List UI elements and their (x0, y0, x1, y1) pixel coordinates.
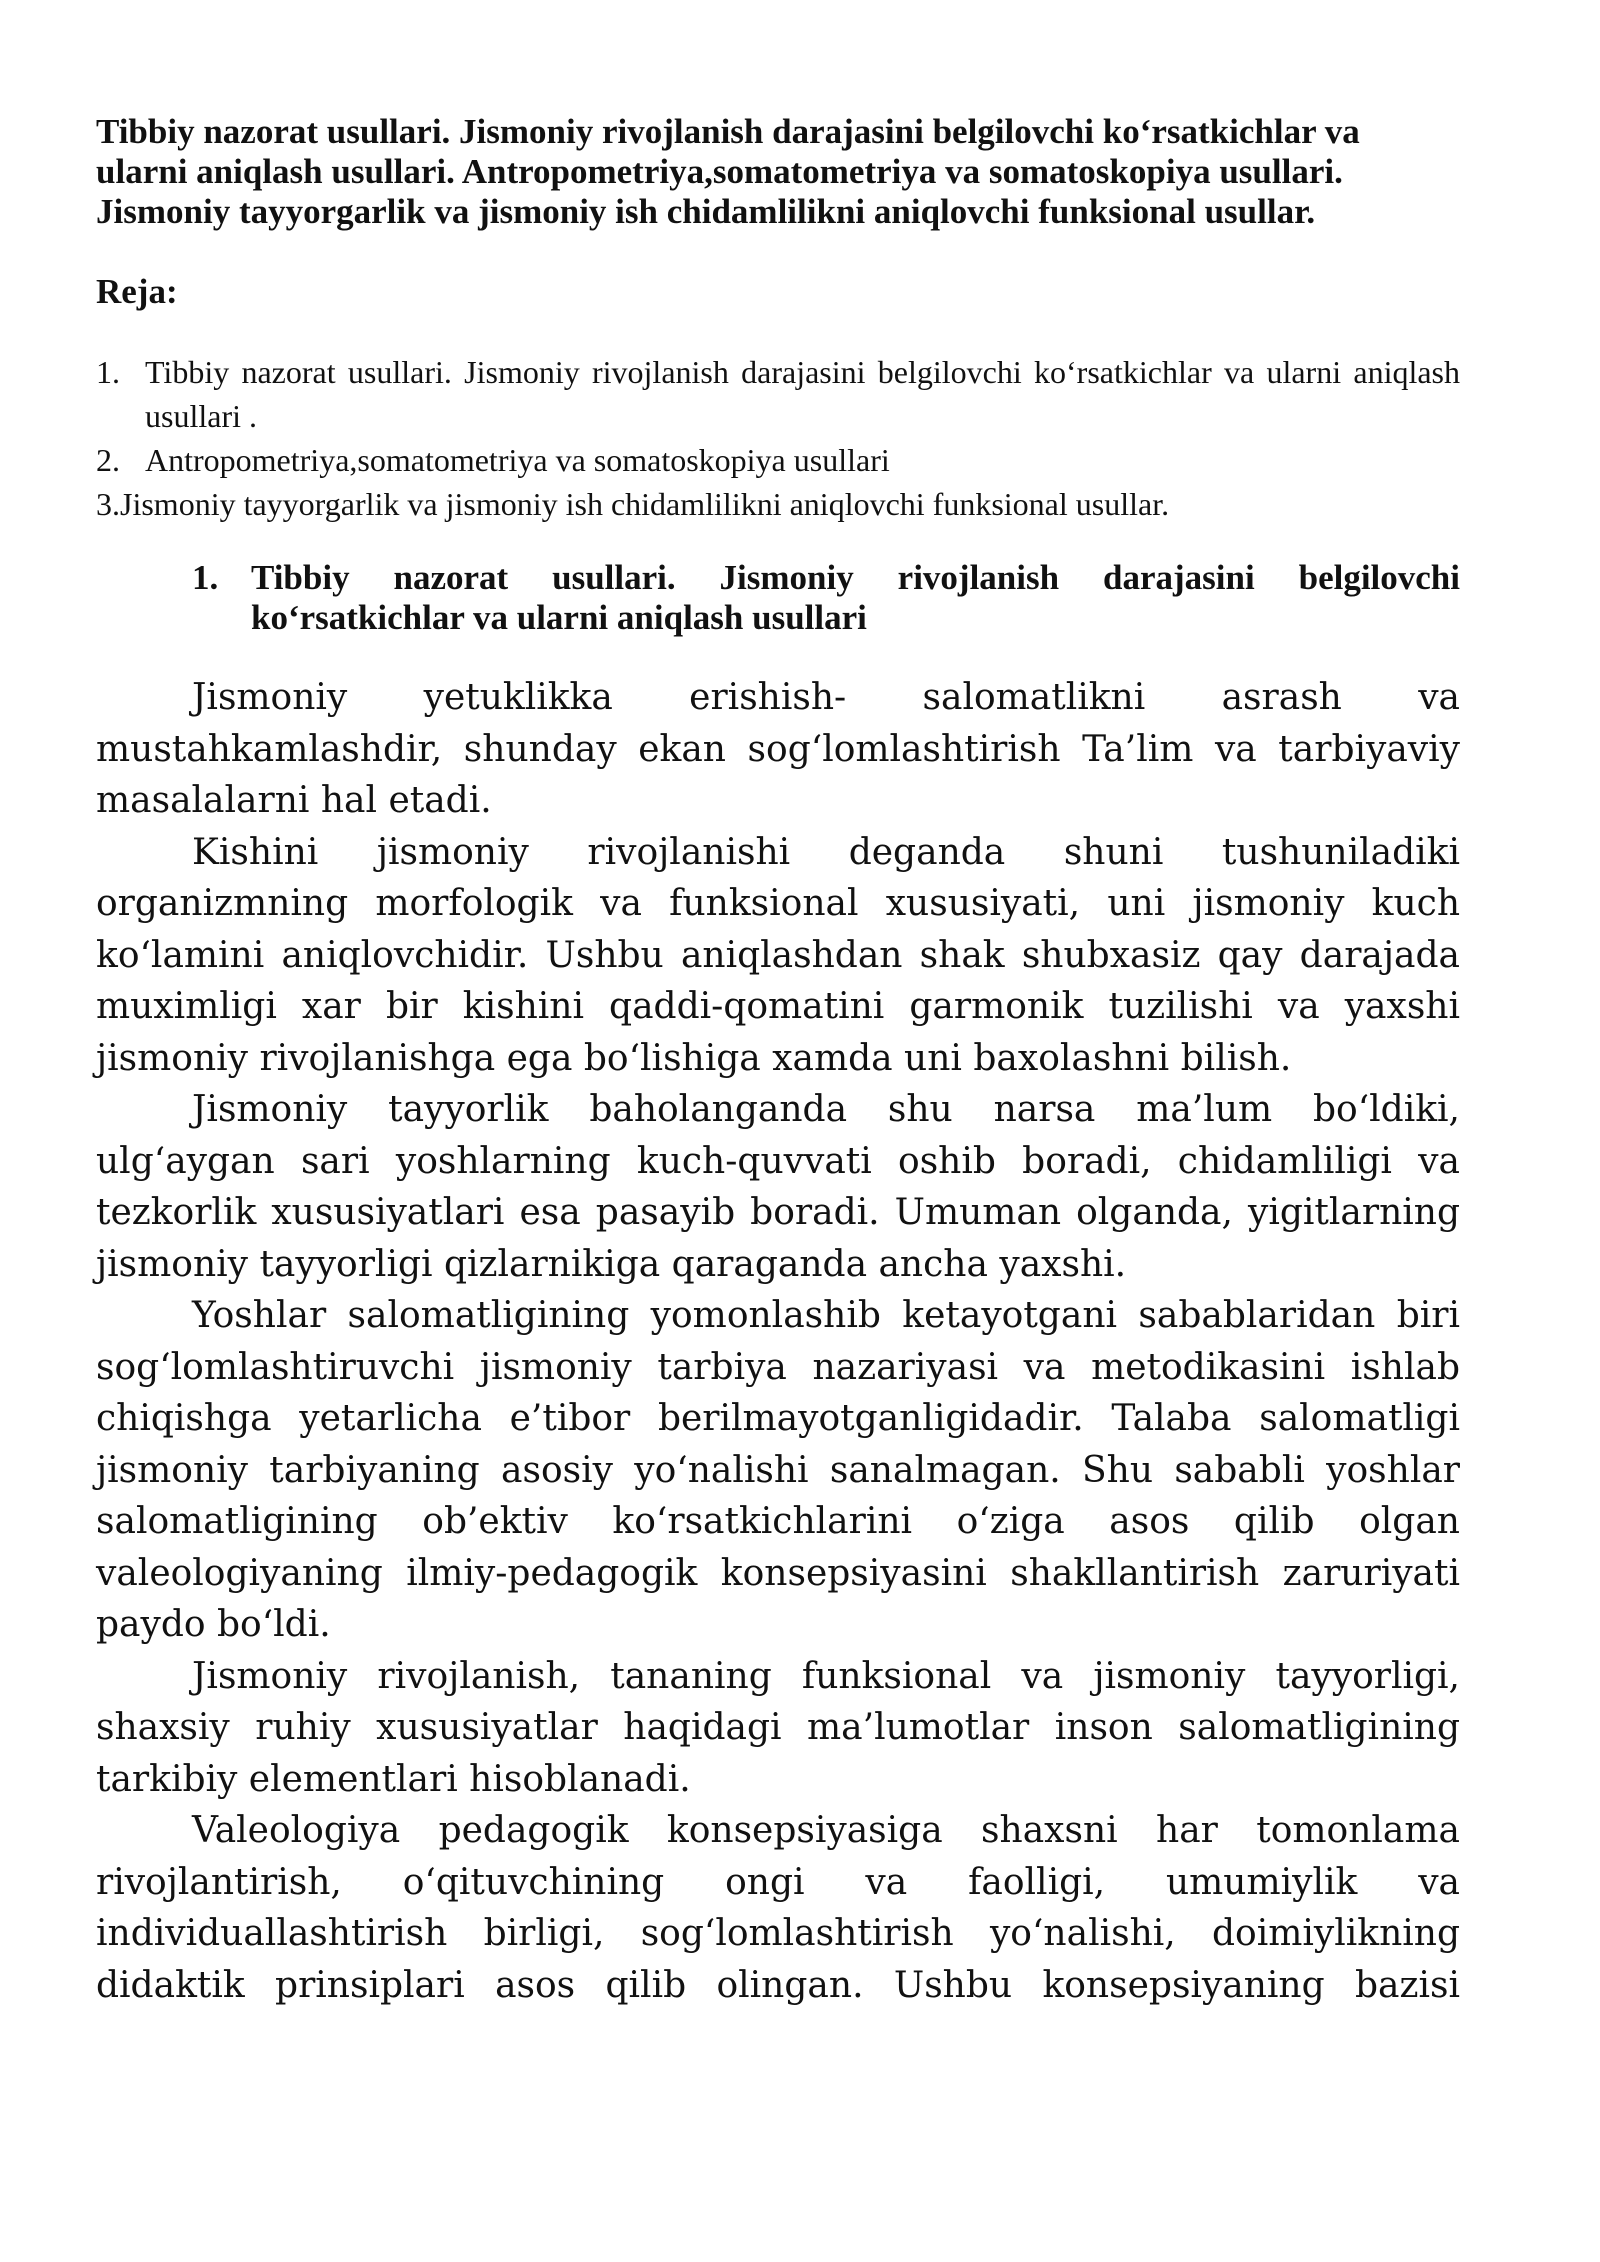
paragraph: Jismoniy yetuklikka erishish- salomatlikni asrash va mustahkamlashdir, shunday ekan sogʻlomlashtirish Ta’lim va tarbiyaviy masalalarni hal etadi. (96, 677, 1460, 821)
plan-item-number: 1. (96, 354, 120, 390)
plan-item (96, 482, 1460, 526)
paragraph: Kishini jismoniy rivojlanishi deganda shuni tushuniladiki organizmning morfologik va funksional xususiyati, uni jismoniy kuch koʻlamini aniqlovchidir. Ushbu aniqlashdan shak shubxasiz qay darajada muximligi xar bir kishini qaddi-qomatini garmonik tuzilishi va yaxshi jismoniy rivojlanishga ega boʻlishiga xamda uni baxolashni bilish. (96, 831, 1460, 1079)
title-line: ularni aniqlash usullari. Antropometriya,somatometriya va somatoskopiya usullari. (96, 152, 1343, 191)
body-text (96, 672, 1460, 2011)
paragraph: Yoshlar salomatligining yomonlashib ketayotgani sabablaridan biri sogʻlomlashtiruvchi jismoniy tarbiya nazariyasi va metodikasini ishlab chiqishga yetarlicha e’tibor berilmayotganligidadir. Talaba salomatligi jismoniy tarbiyaning asosiy yoʻnalishi sanalmagan. Shu sababli yoshlar salomatligining ob’ektiv koʻrsatkichlarini oʻziga asos qilib olgan valeologiyaning ilmiy-pedagogik konsepsiyasini shakllantirish zaruriyati paydo boʻldi. (96, 1295, 1460, 1645)
plan-list (96, 350, 1460, 526)
document-page (96, 112, 1460, 2011)
section-heading (96, 558, 1460, 638)
section-title: Tibbiy nazorat usullari. Jismoniy rivojlanish darajasini belgilovchi koʻrsatkichlar va ularni aniqlash usullari (251, 558, 1460, 637)
paragraph: Valeologiya pedagogik konsepsiyasiga shaxsni har tomonlama rivojlantirish, oʻqituvchining ongi va faolligi, umumiylik va individuallashtirish birligi, sogʻlomlashtirish yoʻnalishi, doimiylikning didaktik prinsiplari asos qilib olingan. Ushbu konsepsiyaning bazisi (96, 1810, 1460, 2006)
plan-item-number: 2. (96, 442, 120, 478)
plan-heading: Reja: (96, 272, 178, 311)
document-title (96, 112, 1460, 232)
section-number: 1. (192, 558, 219, 597)
plan-item (96, 350, 1460, 438)
paragraph: Jismoniy tayyorlik baholanganda shu narsa ma’lum boʻldiki, ulgʻaygan sari yoshlarning kuch-quvvati oshib boradi, chidamliligi va tezkorlik xususiyatlari esa pasayib boradi. Umuman olganda, yigitlarning jismoniy tayyorligi qizlarnikiga qaraganda ancha yaxshi. (96, 1089, 1460, 1285)
plan-item-text: 3.Jismoniy tayyorgarlik va jismoniy ish chidamlilikni aniqlovchi funksional usullar. (96, 486, 1170, 522)
title-line: Jismoniy tayyorgarlik va jismoniy ish chidamlilikni aniqlovchi funksional usullar. (96, 192, 1316, 231)
plan-item-text: Antropometriya,somatometriya va somatoskopiya usullari (145, 442, 890, 478)
plan-item-text: Tibbiy nazorat usullari. Jismoniy rivojlanish darajasini belgilovchi koʻrsatkichlar va ularni aniqlash usullari . (145, 354, 1460, 434)
paragraph: Jismoniy rivojlanish, tananing funksional va jismoniy tayyorligi, shaxsiy ruhiy xususiyatlar haqidagi ma’lumotlar inson salomatligining tarkibiy elementlari hisoblanadi. (96, 1655, 1460, 1800)
title-line: Tibbiy nazorat usullari. Jismoniy rivojlanish darajasini belgilovchi koʻrsatkichlar va (96, 112, 1360, 151)
plan-item (96, 438, 1460, 482)
